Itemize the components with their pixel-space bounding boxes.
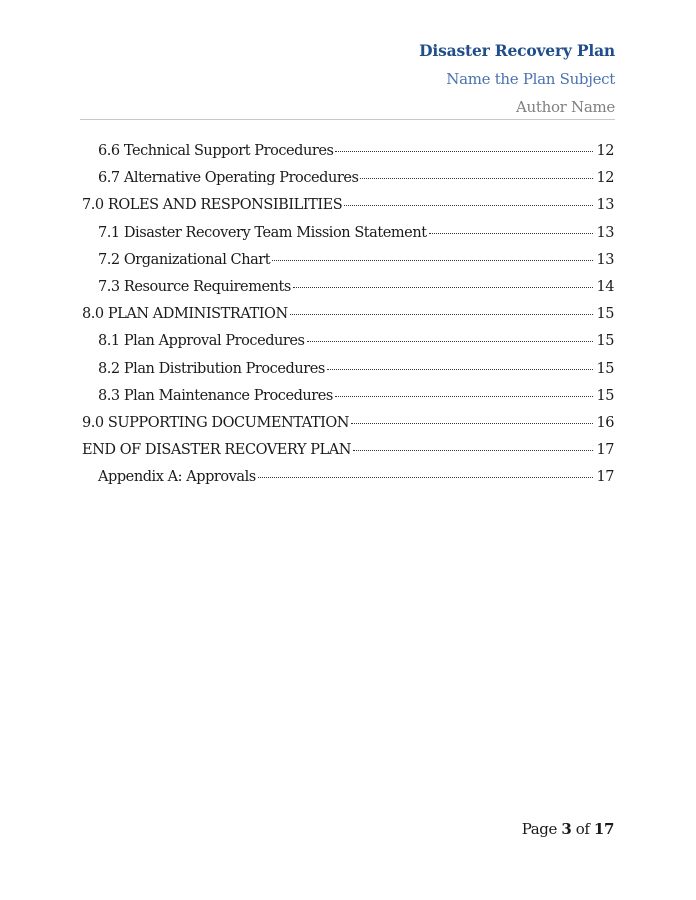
author-name: Author Name bbox=[515, 98, 615, 116]
plan-subject: Name the Plan Subject bbox=[446, 70, 615, 88]
toc-entry-page: 16 bbox=[596, 414, 614, 431]
toc-entry[interactable] bbox=[82, 469, 614, 496]
toc-entry-page: 17 bbox=[596, 469, 614, 486]
table-of-contents bbox=[82, 143, 614, 496]
toc-entry-page: 14 bbox=[596, 278, 614, 295]
document-title: Disaster Recovery Plan bbox=[419, 41, 615, 60]
toc-entry-label: 7.1 Disaster Recovery Team Mission Statement bbox=[98, 224, 427, 241]
toc-entry-label: 8.3 Plan Maintenance Procedures bbox=[98, 387, 333, 404]
toc-entry-page: 13 bbox=[596, 224, 614, 241]
of-label: of bbox=[575, 820, 590, 838]
toc-entry-page: 12 bbox=[596, 170, 614, 187]
toc-entry-page: 17 bbox=[596, 442, 614, 459]
dot-leader bbox=[360, 178, 593, 179]
toc-entry-label: 8.2 Plan Distribution Procedures bbox=[98, 360, 325, 377]
toc-entry[interactable] bbox=[82, 415, 614, 442]
total-pages: 17 bbox=[593, 820, 614, 838]
toc-entry-label: 7.2 Organizational Chart bbox=[98, 251, 271, 268]
toc-entry-page: 15 bbox=[596, 360, 614, 377]
dot-leader bbox=[258, 477, 594, 478]
toc-entry[interactable] bbox=[82, 143, 614, 170]
dot-leader bbox=[290, 314, 594, 315]
toc-entry-label: 6.6 Technical Support Procedures bbox=[98, 143, 334, 159]
toc-entry-page: 15 bbox=[596, 306, 614, 323]
toc-entry-page: 15 bbox=[596, 333, 614, 350]
dot-leader bbox=[307, 341, 594, 342]
toc-entry-page: 13 bbox=[596, 251, 614, 268]
page-footer bbox=[522, 820, 614, 838]
toc-entry-page: 15 bbox=[596, 387, 614, 404]
toc-entry-label: 6.7 Alternative Operating Procedures bbox=[98, 170, 359, 187]
dot-leader bbox=[335, 151, 593, 152]
toc-entry[interactable] bbox=[82, 197, 614, 224]
toc-entry-label: 8.1 Plan Approval Procedures bbox=[98, 333, 305, 350]
toc-entry[interactable] bbox=[82, 306, 614, 333]
toc-entry[interactable] bbox=[82, 333, 614, 360]
toc-entry[interactable] bbox=[82, 442, 614, 469]
dot-leader bbox=[327, 369, 594, 370]
toc-entry-label: Appendix A: Approvals bbox=[98, 469, 256, 486]
dot-leader bbox=[272, 260, 593, 261]
toc-entry[interactable] bbox=[82, 225, 614, 252]
dot-leader bbox=[351, 423, 593, 424]
toc-entry-label: 9.0 SUPPORTING DOCUMENTATION bbox=[82, 414, 350, 431]
toc-entry-page: 13 bbox=[596, 197, 614, 214]
toc-entry[interactable] bbox=[82, 361, 614, 388]
page-prefix: Page bbox=[521, 820, 557, 838]
dot-leader bbox=[429, 233, 594, 234]
toc-entry[interactable] bbox=[82, 170, 614, 197]
dot-leader bbox=[293, 287, 594, 288]
page-header bbox=[80, 38, 615, 120]
toc-entry[interactable] bbox=[82, 279, 614, 306]
toc-entry-label: END OF DISASTER RECOVERY PLAN bbox=[82, 442, 351, 459]
toc-entry-label: 7.0 ROLES AND RESPONSIBILITIES bbox=[82, 197, 343, 214]
toc-entry-page: 12 bbox=[596, 143, 614, 159]
dot-leader bbox=[353, 450, 593, 451]
toc-entry[interactable] bbox=[82, 252, 614, 279]
toc-entry-label: 8.0 PLAN ADMINISTRATION bbox=[82, 306, 288, 323]
current-page-number: 3 bbox=[561, 820, 572, 838]
dot-leader bbox=[344, 205, 593, 206]
header-divider bbox=[80, 119, 615, 120]
toc-entry-label: 7.3 Resource Requirements bbox=[98, 278, 291, 295]
toc-entry[interactable] bbox=[82, 388, 614, 415]
dot-leader bbox=[335, 396, 594, 397]
